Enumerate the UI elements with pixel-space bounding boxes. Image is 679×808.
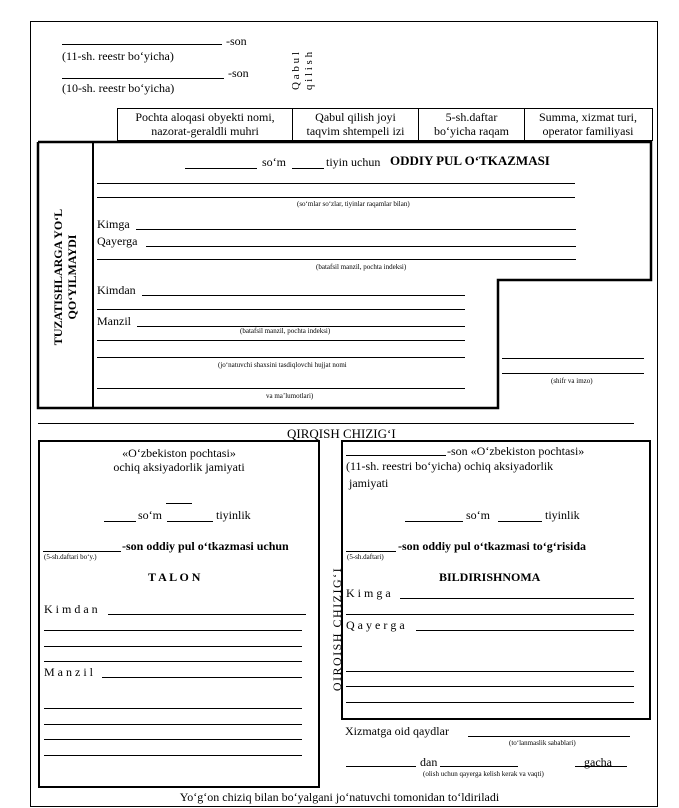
service-line[interactable] <box>468 736 630 737</box>
tiyin-amount-line[interactable] <box>292 168 324 169</box>
talon-tiyin-line[interactable] <box>167 521 213 522</box>
manzil-line-2[interactable] <box>97 340 465 341</box>
words-hint: (so‘mlar so‘zlar, tiyinlar raqamlar bilan) <box>297 200 410 208</box>
notice-tiyinlik: tiyinlik <box>545 508 580 522</box>
talon-manzil-line[interactable] <box>102 677 302 678</box>
son2-label: -son <box>228 66 249 80</box>
gacha-line[interactable] <box>440 766 518 767</box>
notice-title: BILDIRISHNOMA <box>439 570 541 584</box>
talon-line[interactable] <box>44 661 302 662</box>
notice-daftar-hint: (5-sh.daftari) <box>347 553 384 561</box>
notice-som-line[interactable] <box>405 521 463 522</box>
notice-line[interactable] <box>346 686 634 687</box>
talon-line[interactable] <box>44 755 302 756</box>
table-col-2: Qabul qilish joyi taqvim shtempeli izi <box>306 110 405 138</box>
talon-som-line[interactable] <box>104 521 136 522</box>
address-hint-2: (batafsil manzil, pochta indeksi) <box>240 327 331 335</box>
notice-line[interactable] <box>346 614 634 615</box>
talon-org-1: «O‘zbekiston pochtasi» <box>122 446 236 460</box>
talon-manzil: M a n z i l <box>44 665 93 679</box>
qayerga-line[interactable] <box>146 246 576 247</box>
manzil-label: Manzil <box>97 314 131 328</box>
talon-line[interactable] <box>44 708 302 709</box>
reestr10-label: (10-sh. reestr bo‘yicha) <box>62 81 175 95</box>
notice-kimga-line[interactable] <box>400 598 634 599</box>
notice-qayerga: Q a y e r g a <box>346 618 405 632</box>
table-col-1: Pochta aloqasi obyekti nomi, nazorat-geraldli muhri <box>135 110 275 138</box>
talon-line[interactable] <box>44 646 302 647</box>
shifr-line-2[interactable] <box>502 373 644 374</box>
talon-line[interactable] <box>44 630 302 631</box>
talon-title: T A L O N <box>148 570 201 584</box>
talon-son-line: -son oddiy pul o‘tkazmasi uchun <box>122 539 289 553</box>
gacha-line-2[interactable] <box>575 766 627 767</box>
talon-som: so‘m <box>138 508 162 522</box>
vertical-cut-label: QIRQISH CHIZIG‘I <box>330 566 344 692</box>
talon-line[interactable] <box>44 724 302 725</box>
dan-line[interactable] <box>346 766 416 767</box>
no-corrections-label: TUZATISHLARGA YO‘L QO‘YILMAYDI <box>51 208 79 346</box>
service-hint-2: (olish uchun qayerga kelish kerak va vaqti) <box>423 770 544 778</box>
transfer-title: ODDIY PUL O‘TKAZMASI <box>390 153 550 168</box>
document-line[interactable] <box>97 357 465 358</box>
dan-label: dan <box>420 755 438 769</box>
kimdan-label: Kimdan <box>97 283 136 297</box>
notice-number-line[interactable] <box>346 551 396 552</box>
talon-top-line[interactable] <box>166 503 192 504</box>
talon-line[interactable] <box>44 739 302 740</box>
som-label: so‘m <box>262 155 286 169</box>
qabul-qilish-label: Q a b u l q i l i s h <box>290 51 315 91</box>
notice-son-line: -son oddiy pul o‘tkazmasi to‘g‘risida <box>398 539 587 553</box>
kimdan-line[interactable] <box>142 295 465 296</box>
notice-kimga: K i m g a <box>346 586 391 600</box>
talon-kimdan: K i m d a n <box>44 602 98 616</box>
reestr11-label: (11-sh. reestr bo‘yicha) <box>62 49 174 63</box>
document-line-2[interactable] <box>97 388 465 389</box>
service-label: Xizmatga oid qaydlar <box>345 724 449 738</box>
cut-line-label: QIRQISH CHIZIG‘I <box>287 426 396 441</box>
talon-number-line[interactable] <box>43 551 121 552</box>
shifr-hint: (shifr va imzo) <box>551 377 593 385</box>
service-hint: (to‘lanmaslik sabablari) <box>509 739 576 747</box>
table-col-4: Summa, xizmat turi, operator familiyasi <box>539 110 637 138</box>
kimdan-line-2[interactable] <box>97 309 465 310</box>
tiyin-label: tiyin uchun <box>326 155 381 169</box>
kimga-line[interactable] <box>136 229 576 230</box>
notice-org-1: -son «O‘zbekiston pochtasi» <box>447 444 585 458</box>
notice-reestr-line[interactable] <box>346 455 446 456</box>
document-hint: (jo‘natuvchi shaxsini tasdiqlovchi hujjat nomi <box>218 361 347 369</box>
cut-line <box>38 423 634 424</box>
gacha-label: gacha <box>584 755 612 769</box>
talon-daftar-hint: (5-sh.daftari bo‘y.) <box>44 553 97 561</box>
document-hint-2: va ma’lumotlari) <box>266 392 314 400</box>
address-hint: (batafsil manzil, pochta indeksi) <box>316 263 407 271</box>
amount-words-line-1[interactable] <box>97 183 575 184</box>
notice-org-3: jamiyati <box>349 476 389 490</box>
qayerga-label: Qayerga <box>97 234 138 248</box>
amount-words-line-2[interactable] <box>97 197 575 198</box>
notice-tiyin-line[interactable] <box>498 521 542 522</box>
talon-kimdan-line[interactable] <box>108 614 306 615</box>
shifr-line-1[interactable] <box>502 358 644 359</box>
notice-line[interactable] <box>346 702 634 703</box>
som-amount-line[interactable] <box>185 168 257 169</box>
notice-line[interactable] <box>346 671 634 672</box>
talon-org-2: ochiq aksiyadorlik jamiyati <box>113 460 245 474</box>
kimga-label: Kimga <box>97 217 130 231</box>
address-line[interactable] <box>97 259 576 260</box>
notice-som: so‘m <box>466 508 490 522</box>
table-col-3: 5-sh.daftar bo‘yicha raqam <box>434 110 509 138</box>
son1-label: -son <box>226 34 247 48</box>
notice-qayerga-line[interactable] <box>416 630 634 631</box>
talon-tiyinlik: tiyinlik <box>216 508 251 522</box>
notice-org-2: (11-sh. reestri bo‘yicha) ochiq aksiyadorlik <box>346 459 554 473</box>
footer-note: Yo‘g‘on chiziq bilan bo‘yalgani jo‘natuvchi tomonidan to‘ldiriladi <box>179 790 500 804</box>
